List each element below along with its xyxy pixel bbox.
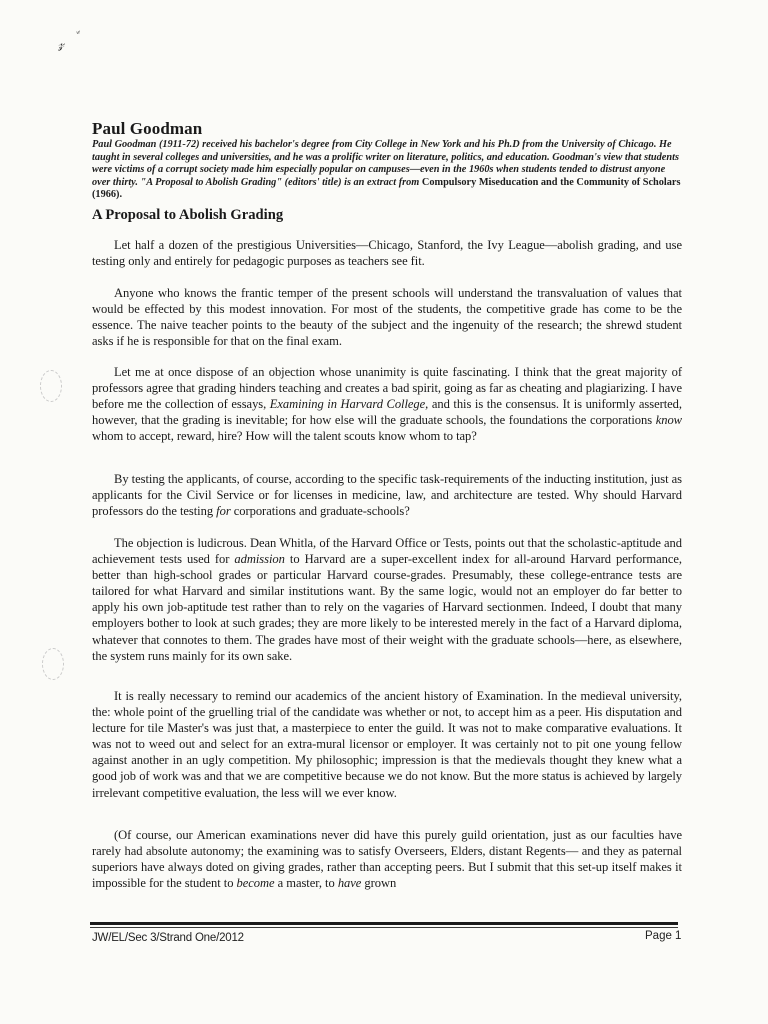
footer-rule-thin [90, 927, 678, 928]
paragraph-6: It is really necessary to remind our academics of the ancient history of Examination. In the medieval university, the: whole point of the gruelling trial of the candidate was whether or not, to accept him as a peer. His disputation and lecture for tile Master's was just that, a masterpiece to enter the guild. It was not to make comparative evaluations. It was not to weed out and select for an extra-mural licensor or employer. It was certainly not to pit one young fellow against another in an ugly competition. My philosophic; impression is that the medievals thought they knew what a good job of work was and that we are competitive because we do not know. But the more status is achieved by largely irrelevant competitive evaluation, the less will we ever know. [92, 689, 682, 800]
paragraph-3-text-b: and this is the consensus. It is uniformly asserted, however, that the grading is inevitable; for how else will the graduate schools, the foundations the corporations [92, 397, 682, 428]
paragraph-5-text-b: to Harvard are a super-excellent index for all-around Harvard performance, better than high-school grades or particular Harvard course-grades. Presumably, these college-entrance tests are tailored for what Harvard and similar institutions want. By the same logic, would not an employer do far better to apply his own job-aptitude test rather than to rely on the vagaries of Harvard sectionmen. Indeed, I doubt that many employers bother to look at such grades; they are more likely to be interested merely in the fact of a Harvard diploma, whatever that connotes to them. The grades have most of their weight with the graduate schools—here, as elsewhere, the system runs mainly for its own sake. [92, 552, 682, 663]
author-bio [92, 139, 684, 202]
paragraph-3-italic-know: know [655, 413, 682, 428]
scan-smudge-upper [40, 370, 62, 402]
paragraph-5-text-a: The objection is ludicrous. Dean Whitla, of the Harvard Office or Tests, points out that the scholastic-aptitude and achievement tests used for [92, 536, 682, 567]
paragraph-5 [92, 535, 682, 664]
paragraph-4-text-b: corporations and graduate-schools? [230, 504, 410, 519]
corner-handwritten-mark: 𝓏$^{ᵛ^i}$ [58, 29, 80, 51]
paragraph-1: Let half a dozen of the prestigious Universities—Chicago, Stanford, the Ivy League—abolish grading, and use testing only and entirely for pedagogic purposes as teachers see fit. [92, 238, 682, 269]
page-number: Page 1 [645, 930, 682, 942]
paragraph-7-italic-become: become [236, 876, 275, 891]
paragraph-7-text-b: a master, to [274, 876, 338, 891]
scan-smudge-lower [42, 648, 64, 680]
paragraph-7-italic-have: have [337, 876, 362, 891]
paragraph-3-text-a: Let me at once dispose of an objection whose unanimity is quite fascinating. I think that the great majority of professors agree that grading hinders teaching and creates a bad spirit, going as far as cheating and plagiarizing. I have before me the collection of essays, [92, 365, 682, 412]
footer-rule-thick [90, 922, 678, 925]
paragraph-7 [92, 827, 682, 891]
paragraph-3 [92, 364, 682, 444]
bio-book-1: Compulsory Miseducation [421, 176, 539, 188]
paragraph-3-text-c: whom to accept, reward, hire? How will the talent scouts know whom to tap? [92, 429, 477, 444]
paragraph-4-text-a: By testing the applicants, of course, according to the specific task-requirements of the inducting institution, just as applicants for the Civil Service or for licenses in medicine, law, and architecture are tested. Why should Harvard professors do the testing [92, 472, 682, 519]
bio-book-2: the Community of Scholars (1966). [92, 176, 681, 201]
paragraph-7-text-c: grown [361, 876, 397, 891]
essay-title: A Proposal to Abolish Grading [92, 207, 284, 223]
paragraph-4 [92, 471, 682, 519]
paragraph-5-italic-admission: admission [234, 552, 285, 567]
paragraph-7-text-a: (Of course, our American examinations never did have this purely guild orientation, just as our faculties have rarely had absolute autonomy; the examining was to satisfy Overseers, Elders, distant Regents— and they as paternal superiors have always doted on giving grades, rather than accepting peers. But I submit that this set-up itself makes it impossible for the student to [92, 828, 682, 891]
paragraph-3-italic-title: Examining in Harvard College, [269, 397, 429, 412]
footer-reference: JW/EL/Sec 3/Strand One/2012 [92, 932, 244, 944]
author-heading: Paul Goodman [92, 119, 203, 138]
bio-and: and [538, 176, 561, 188]
paragraph-4-italic-for: for [216, 504, 231, 519]
paragraph-2: Anyone who knows the frantic temper of the present schools will understand the transvaluation of values that would be effected by this modest innovation. For most of the students, the competitive grade has come to be the essence. The naive teacher points to the beauty of the subject and the ingenuity of the research; the shrewd student asks if he is responsible for that on the final exam. [92, 286, 682, 349]
bio-text: Paul Goodman (1911-72) received his bachelor's degree from City College in New York and his Ph.D from the University of Chicago. He taught in several colleges and universities, and he was a prolific writer on literature, politics, and education. Goodman's view that students were victims of a corrupt society made him especially popular on campuses—even in the 1960s when students tended to distrust anyone over thirty. "A Proposal to Abolish Grading" (editors' title) is an extract from [92, 139, 679, 188]
